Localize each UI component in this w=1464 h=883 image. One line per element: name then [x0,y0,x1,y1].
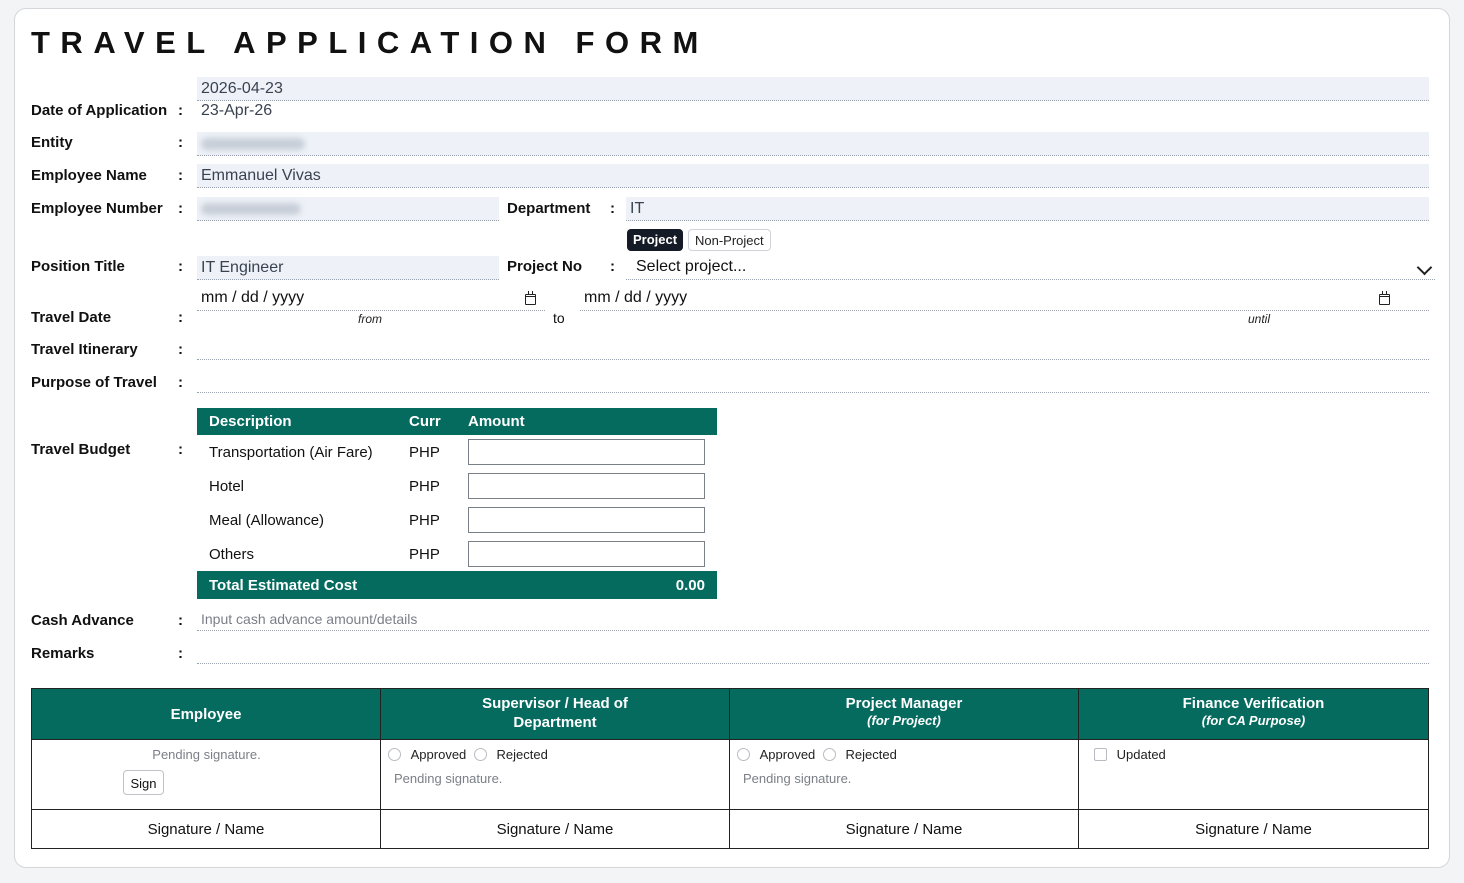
budget-row-currency: PHP [409,546,440,563]
approval-cell-supervisor [381,739,730,809]
signature-name-cell: Signature / Name [730,809,1079,849]
budget-amount-input-transportation[interactable] [468,439,705,465]
budget-header-currency: Curr [409,413,441,430]
approved-label: Approved [759,747,816,762]
position-title-input[interactable]: IT Engineer [197,256,499,280]
department-input[interactable]: IT [626,197,1429,221]
remarks-input[interactable] [197,640,1429,664]
approval-header-subtitle: (for CA Purpose) [1201,713,1306,728]
project-no-select[interactable] [626,256,1435,280]
project-toggle-button[interactable]: Project [627,229,683,251]
budget-row-description: Meal (Allowance) [209,512,325,529]
approval-cell-project-manager [730,739,1079,809]
travel-date-from-input[interactable] [197,287,545,311]
date-of-application-display: 23-Apr-26 [201,102,273,119]
budget-amount-input-meal[interactable] [468,507,705,533]
department-label: Department [507,200,591,217]
remarks-label: Remarks [31,645,95,662]
project-no-placeholder: Select project... [636,258,747,275]
budget-row-currency: PHP [409,478,440,495]
travel-budget-label: Travel Budget [31,441,131,458]
redacted-employee-number [201,203,301,215]
to-label: to [553,310,565,326]
budget-amount-input-hotel[interactable] [468,473,705,499]
total-estimated-cost-value: 0.00 [675,577,705,594]
colon: : [178,167,183,184]
budget-row-currency: PHP [409,512,440,529]
employee-number-input[interactable] [197,197,499,221]
colon: : [178,374,183,391]
signature-name-cell: Signature / Name [381,809,730,849]
approval-options [737,747,897,762]
budget-total-row [197,571,717,599]
date-of-application-input[interactable]: 2026-04-23 [197,77,1429,101]
approval-table [31,688,1429,849]
approval-header-subtitle: (for Project) [867,713,941,728]
cash-advance-placeholder: Input cash advance amount/details [201,611,418,627]
approval-header-finance [1079,689,1428,739]
employee-name-label: Employee Name [31,167,147,184]
colon: : [178,200,183,217]
colon: : [178,102,183,119]
calendar-icon[interactable] [525,294,536,305]
colon: : [178,612,183,629]
colon: : [178,258,183,275]
approval-header-title: Finance Verification [1182,695,1325,712]
employee-number-label: Employee Number [31,200,163,217]
budget-row-description: Hotel [209,478,245,495]
signature-name-cell: Signature / Name [1079,809,1428,849]
approved-radio[interactable] [737,748,750,761]
colon: : [178,645,183,662]
purpose-of-travel-input[interactable] [197,369,1429,393]
position-title-label: Position Title [31,258,125,275]
budget-row-description: Transportation (Air Fare) [209,444,373,461]
approved-label: Approved [410,747,467,762]
budget-row-currency: PHP [409,444,440,461]
travel-date-to-placeholder: mm / dd / yyyy [584,289,688,306]
budget-amount-input-others[interactable] [468,541,705,567]
non-project-toggle-button[interactable]: Non-Project [688,229,771,251]
form-title: TRAVEL APPLICATION FORM [31,25,709,60]
entity-input[interactable] [197,132,1429,156]
signature-name-cell: Signature / Name [32,809,381,849]
travel-application-form [14,8,1450,868]
budget-header-description: Description [209,413,292,430]
approval-header-title: Project Manager [845,695,963,712]
total-estimated-cost-label: Total Estimated Cost [209,577,358,594]
approval-header-supervisor [381,689,730,739]
employee-name-input[interactable]: Emmanuel Vivas [197,164,1429,188]
approval-header-title: Supervisor / Head of [482,695,628,712]
colon: : [610,200,615,217]
from-hint: from [358,312,382,326]
colon: : [610,258,615,275]
sign-button[interactable]: Sign [123,770,164,795]
entity-label: Entity [31,134,73,151]
updated-option [1094,747,1166,762]
rejected-label: Rejected [845,747,897,762]
until-hint: until [1248,312,1271,326]
purpose-of-travel-label: Purpose of Travel [31,374,157,391]
updated-label: Updated [1116,747,1166,762]
approval-header-employee [32,689,381,739]
pending-signature-text: Pending signature. [152,747,261,762]
pending-signature-text: Pending signature. [394,771,503,786]
approval-header-title: Employee [170,706,242,723]
pending-signature-text: Pending signature. [743,771,852,786]
budget-header-amount: Amount [468,413,525,430]
colon: : [178,441,183,458]
travel-itinerary-label: Travel Itinerary [31,341,138,358]
cash-advance-label: Cash Advance [31,612,134,629]
colon: : [178,134,183,151]
approval-header-title-line2: Department [513,714,597,731]
date-of-application-label: Date of Application [31,102,168,119]
calendar-icon[interactable] [1379,294,1390,305]
cash-advance-input[interactable] [197,607,1429,631]
redacted-entity-value [201,138,305,150]
travel-itinerary-input[interactable] [197,336,1429,360]
travel-date-to-input[interactable] [580,287,1429,311]
project-no-label: Project No [507,258,583,275]
budget-row-description: Others [209,546,255,563]
approval-cell-finance [1079,739,1428,809]
travel-date-from-placeholder: mm / dd / yyyy [201,289,305,306]
rejected-label: Rejected [496,747,548,762]
approval-options [388,747,548,762]
colon: : [178,309,183,326]
rejected-radio[interactable] [823,748,836,761]
approval-cell-employee [32,739,381,809]
rejected-radio[interactable] [474,748,487,761]
updated-checkbox[interactable] [1094,748,1107,761]
budget-table-header [197,408,717,435]
colon: : [178,341,183,358]
approval-header-project-manager [730,689,1079,739]
travel-date-label: Travel Date [31,309,112,326]
approved-radio[interactable] [388,748,401,761]
